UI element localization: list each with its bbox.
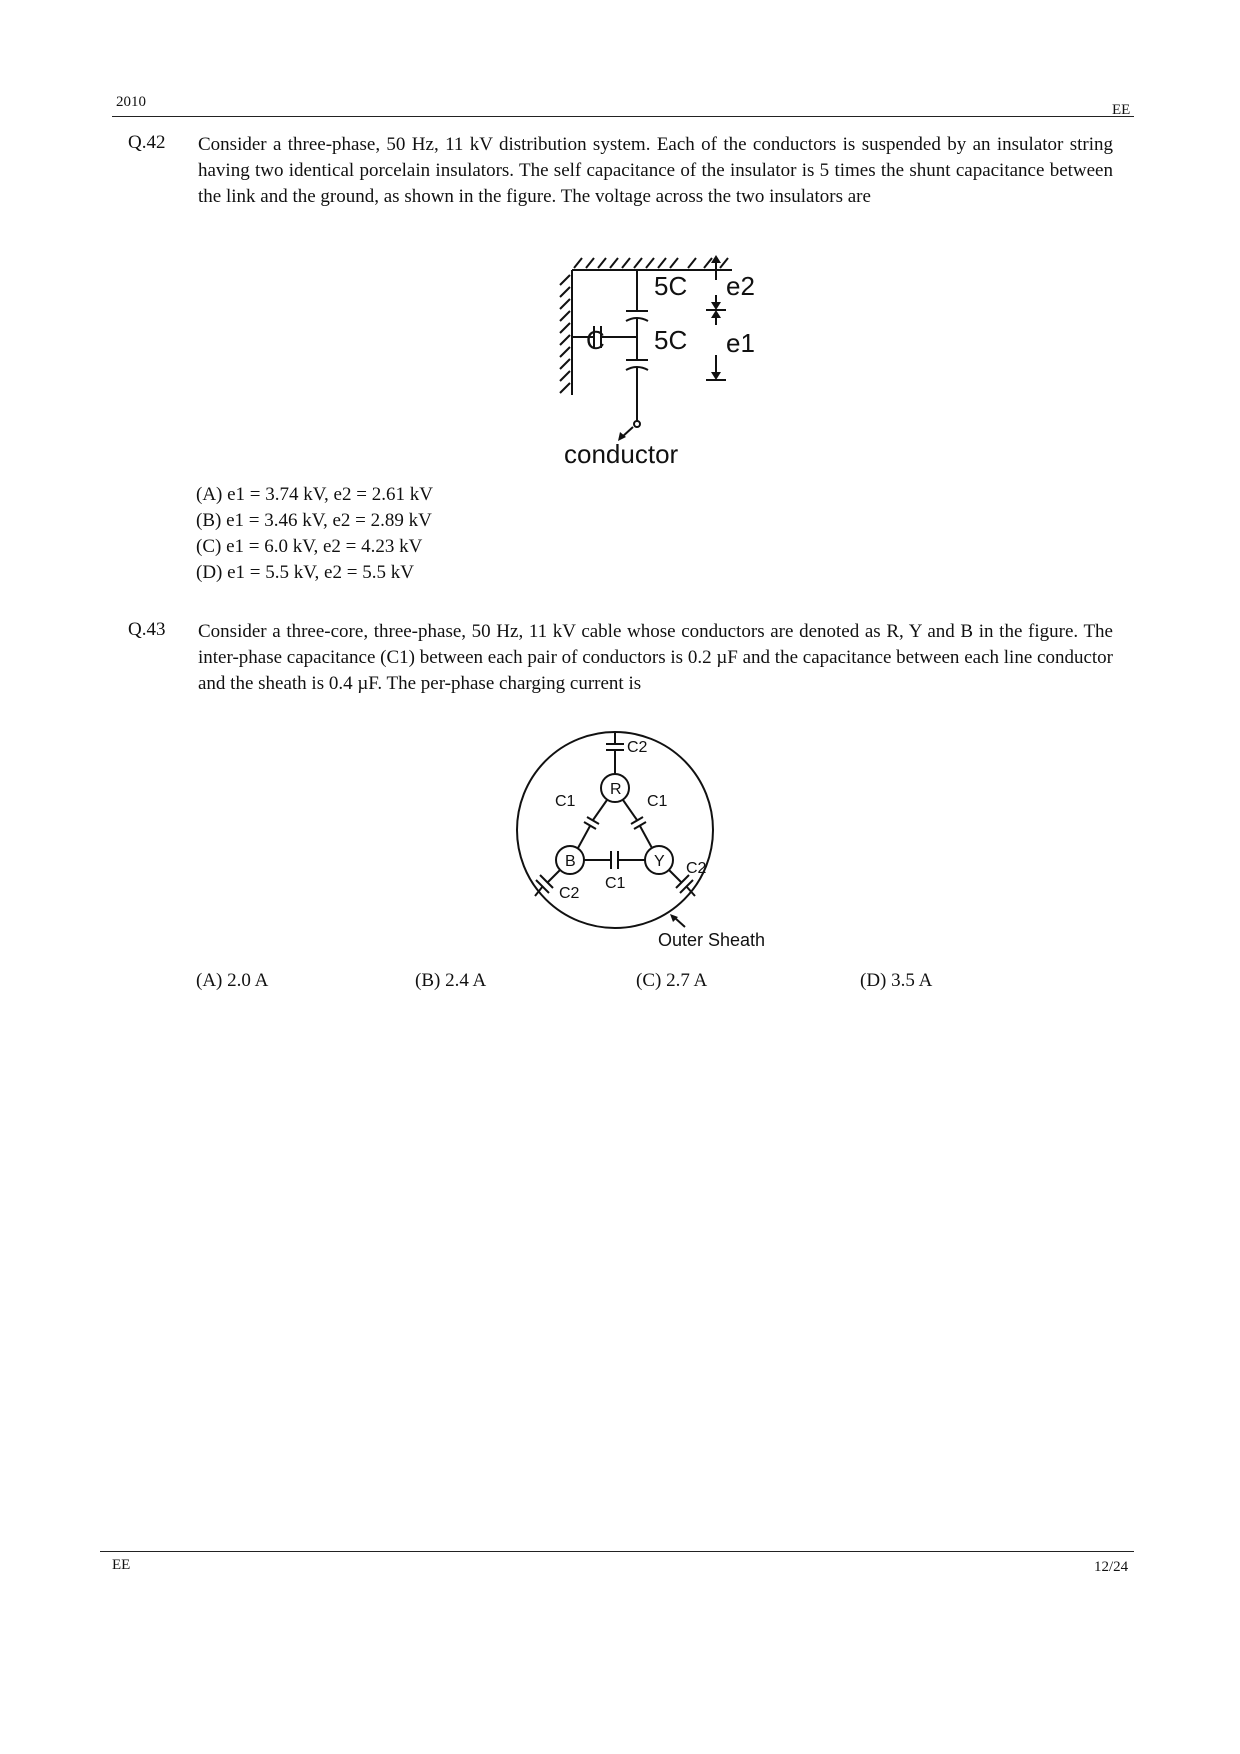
label-e2: e2 (726, 271, 755, 301)
question-text-q42: Consider a three-phase, 50 Hz, 11 kV distribution system. Each of the conductors is suspended by an insulator string having two identical porcelain insulators. The self capacitance of the insulator is 5 times the shunt capacitance between the link and the ground, as shown in the figure. The voltage across the two insulators are (198, 134, 1113, 207)
label-conductor: conductor (564, 439, 679, 469)
label-c1-left: C1 (555, 793, 576, 810)
label-b: B (565, 853, 576, 870)
label-c2-right: C2 (686, 860, 707, 877)
label-c2-top: C2 (627, 739, 648, 756)
q42-option-c[interactable]: (C) e1 = 6.0 kV, e2 = 4.23 kV (196, 536, 423, 557)
footer-paper-code: EE (112, 1557, 131, 1573)
q43-option-d[interactable]: (D) 3.5 A (860, 970, 933, 991)
label-r: R (610, 781, 622, 798)
insulator-string-figure (540, 255, 790, 470)
question-text-q43: Consider a three-core, three-phase, 50 Hz, 11 kV cable whose conductors are denoted as R, Y and B in the figure. The inter-phase capacitance (C1) between each pair of conductors is 0.2 µF and the capacitance between each line conductor and the sheath is 0.4 µF. The per-phase charging current is (198, 621, 1113, 694)
q43-option-b[interactable]: (B) 2.4 A (415, 970, 487, 991)
label-y: Y (654, 853, 665, 870)
label-c1-right: C1 (647, 793, 668, 810)
q42-option-b[interactable]: (B) e1 = 3.46 kV, e2 = 2.89 kV (196, 510, 432, 531)
question-number-q42: Q.42 (128, 132, 166, 153)
header-paper-code: EE (1112, 102, 1131, 118)
question-number-q43: Q.43 (128, 619, 166, 640)
header-year: 2010 (116, 94, 146, 110)
label-c1-bottom: C1 (605, 875, 626, 892)
label-c2-left: C2 (559, 885, 580, 902)
header-rule (112, 116, 1134, 117)
label-c-shunt: C (586, 325, 605, 355)
footer-page-number: 12/24 (1094, 1559, 1129, 1575)
label-e1: e1 (726, 328, 755, 358)
q42-options (196, 482, 433, 586)
q42-option-a[interactable]: (A) e1 = 3.74 kV, e2 = 2.61 kV (196, 484, 433, 505)
three-core-cable-figure (515, 720, 795, 950)
footer-rule (100, 1551, 1134, 1552)
q42-option-d[interactable]: (D) e1 = 5.5 kV, e2 = 5.5 kV (196, 562, 414, 583)
label-5c-top: 5C (654, 271, 688, 301)
label-5c-bottom: 5C (654, 325, 688, 355)
label-outer-sheath: Outer Sheath (658, 930, 766, 950)
q43-option-c[interactable]: (C) 2.7 A (636, 970, 708, 991)
q43-option-a[interactable]: (A) 2.0 A (196, 970, 269, 991)
